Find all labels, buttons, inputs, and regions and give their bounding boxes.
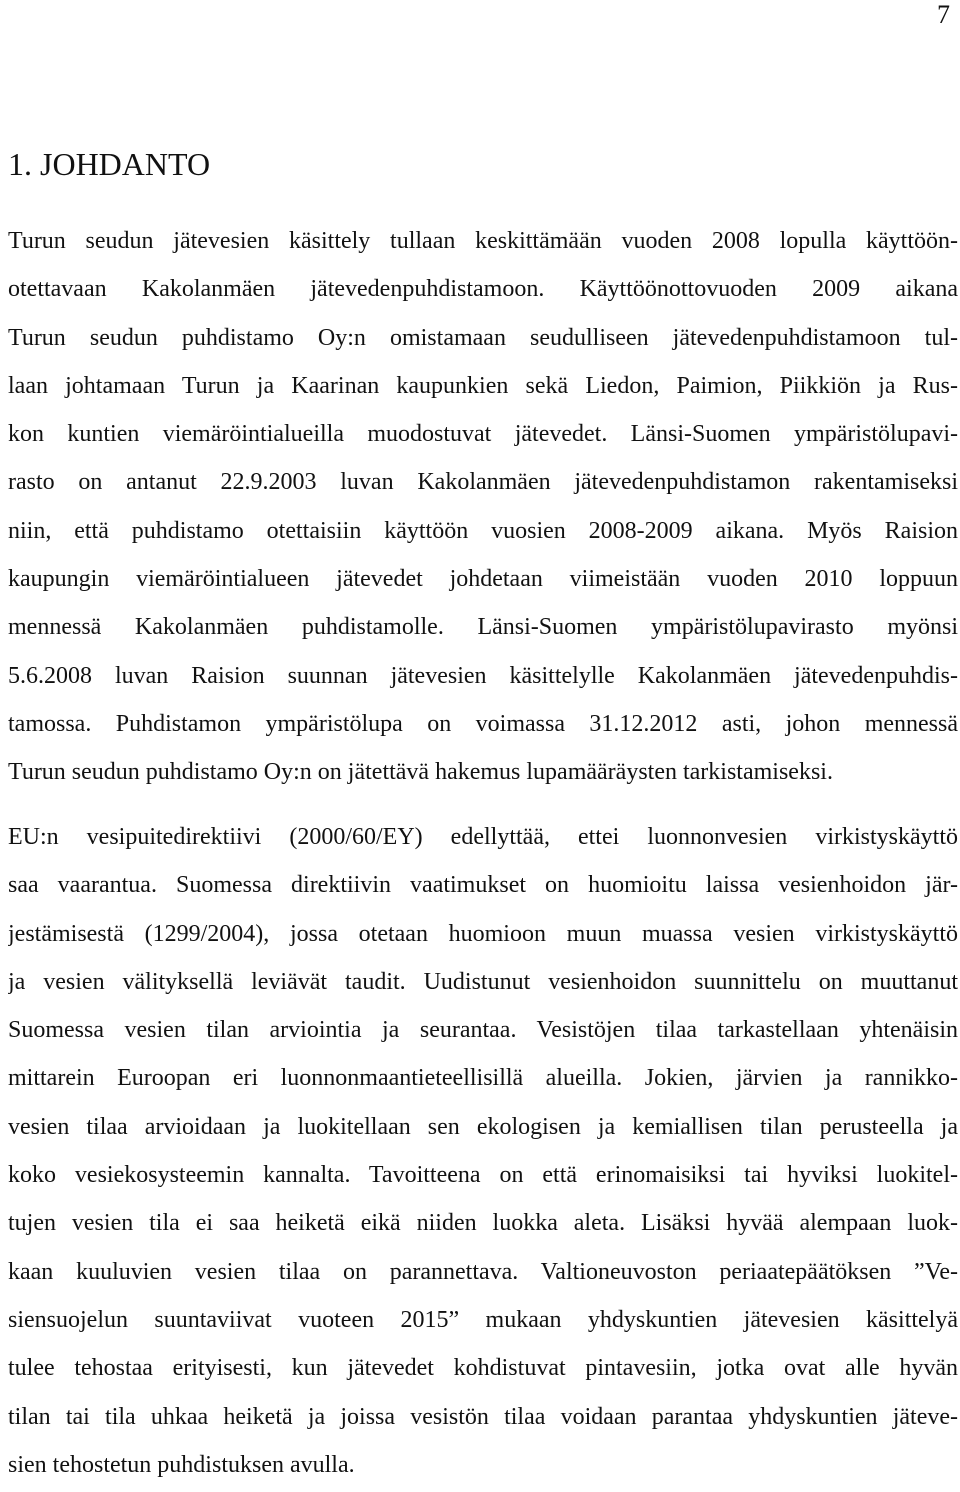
paragraph-line: 5.6.2008 luvan Raision suunnan jätevesien käsittelylle Kakolanmäen jätevedenpuhdis- <box>8 662 958 689</box>
paragraph-line: sien tehostetun puhdistuksen avulla. <box>8 1451 355 1478</box>
paragraph-line: rasto on antanut 22.9.2003 luvan Kakolanmäen jätevedenpuhdistamon rakentamiseksi <box>8 469 958 496</box>
section-heading: 1. JOHDANTO <box>8 146 211 182</box>
paragraph-line: vesien tilaa arvioidaan ja luokitellaan sen ekologisen ja kemiallisen tilan perusteella ja <box>8 1113 958 1140</box>
paragraph-line: tamossa. Puhdistamon ympäristölupa on voimassa 31.12.2012 asti, johon mennessä <box>8 710 958 737</box>
paragraph-line: Suomessa vesien tilan arviointia ja seurantaa. Vesistöjen tilaa tarkastellaan yhtenäisin <box>8 1017 958 1044</box>
paragraph-line: niin, että puhdistamo otettaisiin käyttöön vuosien 2008-2009 aikana. Myös Raision <box>8 517 958 544</box>
paragraph-line: EU:n vesipuitedirektiivi (2000/60/EY) edellyttää, ettei luonnonvesien virkistyskäyttö <box>8 824 958 850</box>
paragraph-line: mittarein Euroopan eri luonnonmaantieteellisillä alueilla. Jokien, järvien ja rannikko- <box>8 1065 958 1092</box>
paragraph-introduction <box>8 220 958 800</box>
paragraph-line: laan johtamaan Turun ja Kaarinan kaupunkien sekä Liedon, Paimion, Piikkiön ja Rus- <box>8 372 958 399</box>
paragraph-line: Turun seudun puhdistamo Oy:n on jätettävä hakemus lupamääräysten tarkistamiseksi. <box>8 759 833 786</box>
paragraph-line: saa vaarantua. Suomessa direktiivin vaatimukset on huomioitu laissa vesienhoidon jär- <box>8 872 958 899</box>
page-number: 7 <box>937 0 950 29</box>
paragraph-line: mennessä Kakolanmäen puhdistamolle. Länsi-Suomen ympäristölupavirasto myönsi <box>8 614 958 641</box>
paragraph-line: jestämisestä (1299/2004), jossa otetaan huomioon muun muassa vesien virkistyskäyttö <box>8 920 958 947</box>
paragraph-water-directive <box>8 816 958 1492</box>
paragraph-line: kaan kuuluvien vesien tilaa on parannettava. Valtioneuvoston periaatepäätöksen ”Ve- <box>8 1258 958 1285</box>
paragraph-line: kon kuntien viemäröintialueilla muodostuvat jätevedet. Länsi-Suomen ympäristölupavi- <box>8 421 958 448</box>
paragraph-line: koko vesiekosysteemin kannalta. Tavoitteena on että erinomaisiksi tai hyviksi luokitel- <box>8 1162 958 1189</box>
paragraph-line: Turun seudun puhdistamo Oy:n omistamaan seudulliseen jätevedenpuhdistamoon tul- <box>8 324 958 351</box>
paragraph-line: kaupungin viemäröintialueen jätevedet johdetaan viimeistään vuoden 2010 loppuun <box>8 566 958 593</box>
paragraph-line: tujen vesien tila ei saa heiketä eikä niiden luokka aleta. Lisäksi hyvää alempaan luok- <box>8 1210 958 1237</box>
paragraph-line: siensuojelun suuntaviivat vuoteen 2015” mukaan yhdyskuntien jätevesien käsittelyä <box>8 1306 958 1333</box>
paragraph-line: tulee tehostaa erityisesti, kun jätevedet kohdistuvat pintavesiin, jotka ovat alle hyvän <box>8 1355 958 1382</box>
paragraph-line: otettavaan Kakolanmäen jätevedenpuhdistamoon. Käyttöönottovuoden 2009 aikana <box>8 276 958 303</box>
paragraph-line: Turun seudun jätevesien käsittely tullaan keskittämään vuoden 2008 lopulla käyttöön- <box>8 228 958 254</box>
paragraph-line: ja vesien välityksellä leviävät taudit. Uudistunut vesienhoidon suunnittelu on muuttanut <box>8 968 958 995</box>
paragraph-line: tilan tai tila uhkaa heiketä ja joissa vesistön tilaa voidaan parantaa yhdyskuntien jäteve- <box>8 1403 958 1430</box>
